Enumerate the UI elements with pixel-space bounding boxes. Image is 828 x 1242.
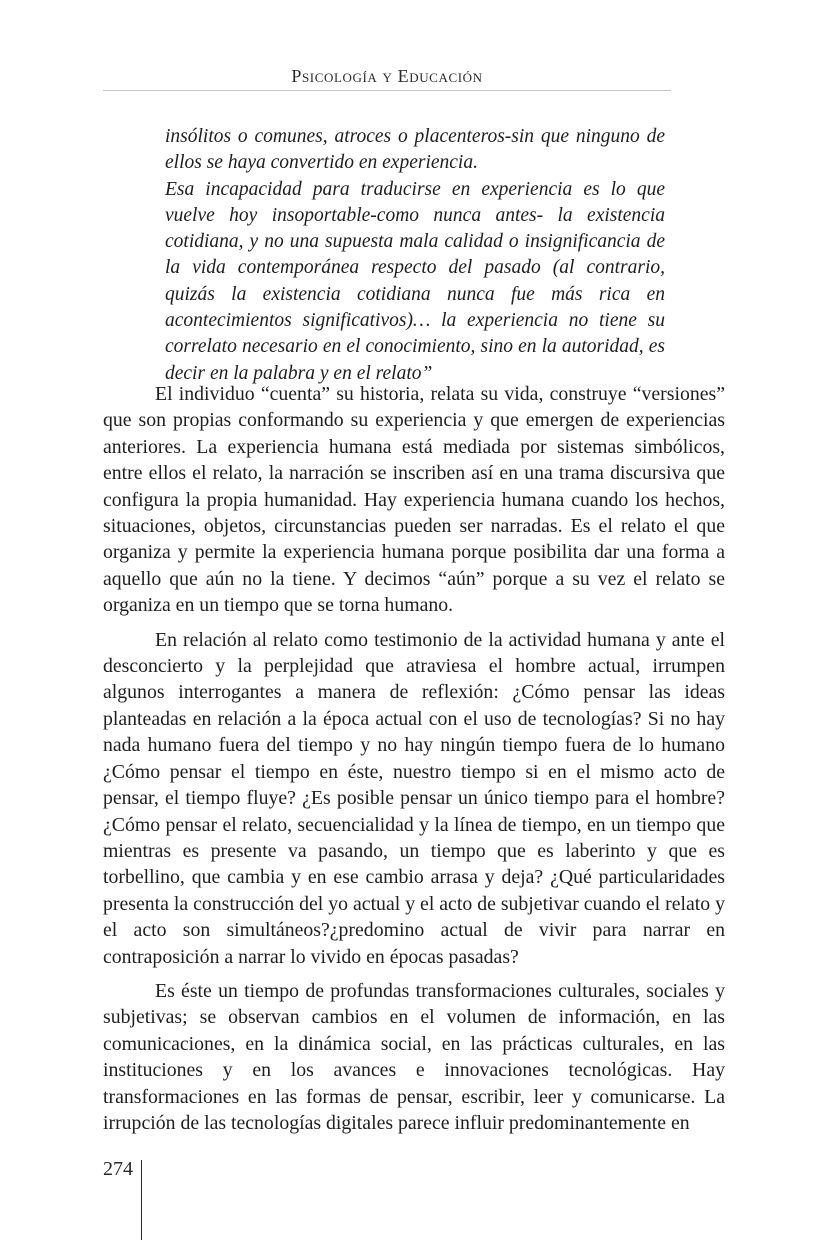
footer-divider: [141, 1160, 142, 1240]
body-text: [103, 381, 725, 1144]
quote-line: Esa incapacidad para traducirse en experiencia es lo que vuelve hoy insoportable-como nunca antes- la existencia cotidiana, y no una supuesta mala calidad o insignificancia de la vida contemporánea respecto del pasado (al contrario, quizás la existencia cotidiana nunca fue más rica en acontecimientos significativos)… la experiencia no tiene su correlato necesario en el conocimiento, sino en la autoridad, es decir en la palabra y en el relato”: [165, 178, 665, 384]
body-paragraph: El individuo “cuenta” su historia, relata su vida, construye “versiones” que son propias conformando su experiencia y que emergen de experiencias anteriores. La experiencia humana está mediada por sistemas simbólicos, entre ellos el relato, la narración se inscriben así en una trama discursiva que configura la propia humanidad. Hay experiencia humana cuando los hechos, situaciones, objetos, circunstancias pueden ser narradas. Es el relato el que organiza y permite la experiencia humana porque posibilita dar una forma a aquello que aún no la tiene. Y decimos “aún” porque a su vez el relato se organiza en un tiempo que se torna humano.: [103, 383, 725, 617]
page-number: 274: [103, 1158, 133, 1180]
quote-line: insólitos o comunes, atroces o placenteros-sin que ninguno de ellos se haya convertido en experiencia.: [165, 126, 665, 174]
body-paragraph: En relación al relato como testimonio de la actividad humana y ante el desconcierto y la perplejidad que atraviesa el hombre actual, irrumpen algunos interrogantes a manera de reflexión: ¿Cómo pensar las ideas planteadas en relación a la época actual con el uso de tecnologías? Si no hay nada humano fuera del tiempo y no hay ningún tiempo fuera de lo humano ¿Cómo pensar el tiempo en éste, nuestro tiempo si en el mismo acto de pensar, el tiempo fluye? ¿Es posible pensar un único tiempo para el hombre? ¿Cómo pensar el relato, secuencialidad y la línea de tiempo, en un tiempo que mientras es presente va pasando, un tiempo que es laberinto y que es torbellino, que cambia y en ese cambio arrasa y deja? ¿Qué particularidades presenta la construcción del yo actual y el acto de subjetivar cuando el relato y el acto son simultáneos?¿predomino actual de vivir para narrar en contraposición a narrar lo vivido en épocas pasadas?: [103, 628, 725, 968]
body-paragraph: Es éste un tiempo de profundas transformaciones culturales, sociales y subjetivas; se observan cambios en el volumen de información, en las comunicaciones, en la dinámica social, en las prácticas culturales, en las instituciones y en los avances e innovaciones tecnológicas. Hay transformaciones en las formas de pensar, escribir, leer y comunicarse. La irrupción de las tecnologías digitales parece influir predominantemente en: [103, 979, 725, 1134]
header-divider: [103, 90, 671, 91]
running-header: Psicología y Educación: [291, 66, 483, 86]
block-quote: [165, 124, 665, 387]
